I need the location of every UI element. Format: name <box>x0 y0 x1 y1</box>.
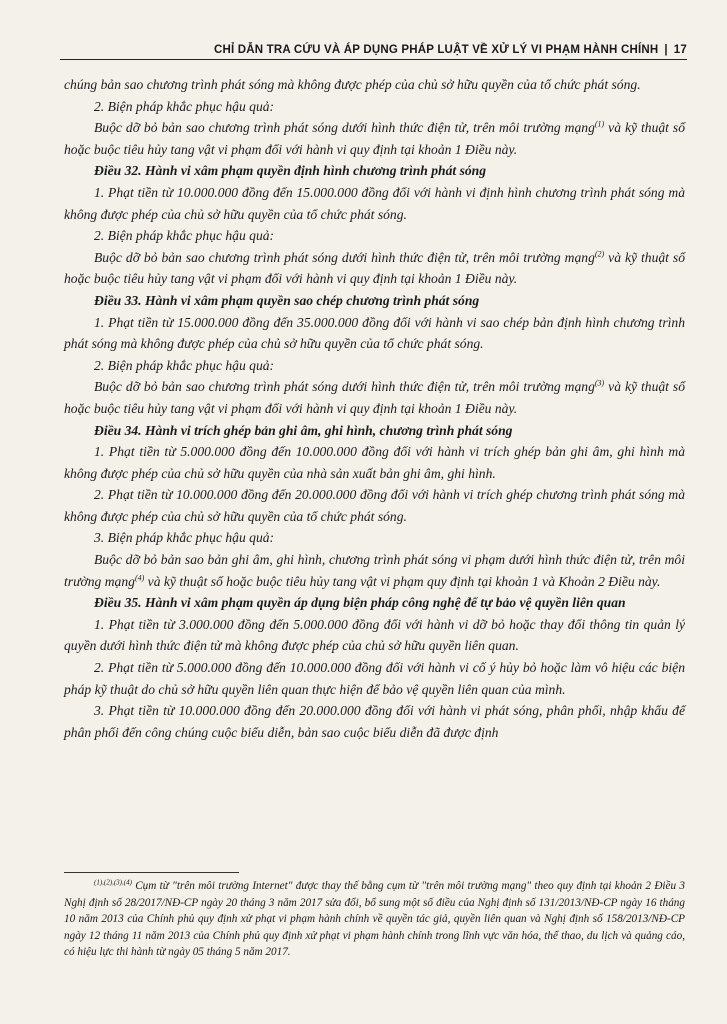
paragraph-text: Buộc dỡ bỏ bản sao chương trình phát sóng dưới hình thức điện tử, trên môi trường mạng <box>94 379 595 395</box>
paragraph <box>64 117 685 160</box>
paragraph: 1. Phạt tiền từ 3.000.000 đồng đến 5.000.000 đồng đối với hành vi dỡ bỏ hoặc thay đổi thông tin quản lý quyền dưới hình thức điện tử mà không được phép của chủ sở hữu quyền liên quan. <box>64 616 685 654</box>
paragraph-text: Buộc dỡ bỏ bản sao chương trình phát sóng dưới hình thức điện tử, trên môi trường mạng <box>94 249 595 265</box>
paragraph <box>64 549 685 592</box>
article-heading: Điều 34. Hành vi trích ghép bản ghi âm, ghi hình, chương trình phát sóng <box>94 422 513 438</box>
paragraph-text: Buộc dỡ bỏ bản sao chương trình phát sóng dưới hình thức điện tử, trên môi trường mạng <box>94 120 595 136</box>
header-title: CHỈ DẪN TRA CỨU VÀ ÁP DỤNG PHÁP LUẬT VỀ XỬ LÝ VI PHẠM HÀNH CHÍNH <box>213 44 659 56</box>
article-heading: Điều 32. Hành vi xâm phạm quyền định hình chương trình phát sóng <box>94 163 487 179</box>
running-header <box>60 36 687 60</box>
page-body <box>64 74 685 743</box>
paragraph: 1. Phạt tiền từ 10.000.000 đồng đến 15.000.000 đồng đối với hành vi định hình chương trình phát sóng mà không được phép của chủ sở hữu quyền của tổ chức phát sóng. <box>64 184 685 222</box>
footnote <box>64 878 685 961</box>
header-separator: | <box>664 44 668 56</box>
paragraph-text: Buộc dỡ bỏ bản sao bản ghi âm, ghi hình, chương trình phát sóng vi phạm dưới hình thức điện tử, trên môi trường mạng <box>64 552 685 589</box>
footnote-divider <box>64 872 239 873</box>
paragraph: 1. Phạt tiền từ 5.000.000 đồng đến 10.000.000 đồng đối với hành vi trích ghép bản ghi âm, ghi hình mà không được phép của chủ sở hữu quyền của nhà sản xuất bản ghi âm, ghi hình. <box>64 444 685 481</box>
paragraph-text: và kỹ thuật số hoặc buộc tiêu hủy tang vật vi phạm đối với hành vi quy định tại khoản 1 Điều này. <box>64 379 685 416</box>
paragraph: 3. Phạt tiền từ 10.000.000 đồng đến 20.000.000 đồng đối với hành vi phát sóng, phân phối, nhập khẩu để phân phối đến công chúng cuộc biểu diễn, bản sao cuộc biểu diễn đã được định <box>64 703 685 740</box>
footnote-text: Cụm từ "trên môi trường Internet" được thay thế bằng cụm từ "trên môi trường mạng" theo quy định tại khoản 2 Điều 3 Nghị định số 28/2017/NĐ-CP ngày 20 tháng 3 năm 2017 sửa đổi, bổ sung một số điều của Nghị định số 131/2013/NĐ-CP ngày 16 tháng 10 năm 2013 của Chính phủ quy định xử phạt vi phạm hành chính về quyền tác giả, quyền liên quan và Nghị định số 158/2013/NĐ-CP ngày 12 tháng 11 năm 2013 của Chính phủ quy định xử phạt vi phạm hành chính trong lĩnh vực văn hóa, thể thao, du lịch và quảng cáo, có hiệu lực thi hành từ ngày 05 tháng 5 năm 2017. <box>64 880 685 958</box>
paragraph: 2. Biện pháp khắc phục hậu quả: <box>94 357 275 373</box>
paragraph: chúng bản sao chương trình phát sóng mà không được phép của chủ sở hữu quyền của tổ chức phát sóng. <box>64 77 641 92</box>
paragraph: 2. Phạt tiền từ 5.000.000 đồng đến 10.000.000 đồng đối với hành vi cố ý hủy bỏ hoặc làm vô hiệu các biện pháp kỹ thuật do chủ sở hữu quyền liên quan thực hiện để bảo vệ quyền liên quan của mình. <box>64 660 685 697</box>
page-number: 17 <box>673 44 687 56</box>
footnote-ref: (1) <box>594 119 605 129</box>
article-heading: Điều 33. Hành vi xâm phạm quyền sao chép chương trình phát sóng <box>94 292 480 308</box>
paragraph-text: và kỹ thuật số hoặc buộc tiêu hủy tang vật vi phạm quy định tại khoản 1 và Khoản 2 Điều này. <box>144 573 661 589</box>
paragraph-text: và kỹ thuật số hoặc buộc tiêu hủy tang vật vi phạm đối với hành vi quy định tại khoản 1 Điều này. <box>64 120 685 157</box>
footnote-ref: (3) <box>594 378 605 388</box>
paragraph-text: và kỹ thuật số hoặc buộc tiêu hủy tang vật vi phạm đối với hành vi quy định tại khoản 1 Điều này. <box>64 249 685 287</box>
paragraph: 3. Biện pháp khắc phục hậu quả: <box>94 530 275 546</box>
article-heading: Điều 35. Hành vi xâm phạm quyền áp dụng biện pháp công nghệ để tự bảo vệ quyền liên quan <box>94 595 626 611</box>
paragraph: 2. Phạt tiền từ 10.000.000 đồng đến 20.000.000 đồng đối với hành vi trích ghép chương trình phát sóng mà không được phép của chủ sở hữu quyền của tổ chức phát sóng. <box>64 487 685 524</box>
paragraph <box>64 247 685 290</box>
footnote-ref: (2) <box>594 249 605 259</box>
footnote-ref: (4) <box>134 573 145 583</box>
paragraph: 2. Biện pháp khắc phục hậu quả: <box>94 98 275 114</box>
paragraph: 2. Biện pháp khắc phục hậu quả: <box>94 228 275 244</box>
paragraph <box>64 376 685 419</box>
paragraph: 1. Phạt tiền từ 15.000.000 đồng đến 35.000.000 đồng đối với hành vi sao chép bản định hình chương trình phát sóng mà không được phép của chủ sở hữu quyền của tổ chức phát sóng. <box>64 314 685 352</box>
footnote-marks: (1),(2),(3),(4) <box>94 878 132 887</box>
